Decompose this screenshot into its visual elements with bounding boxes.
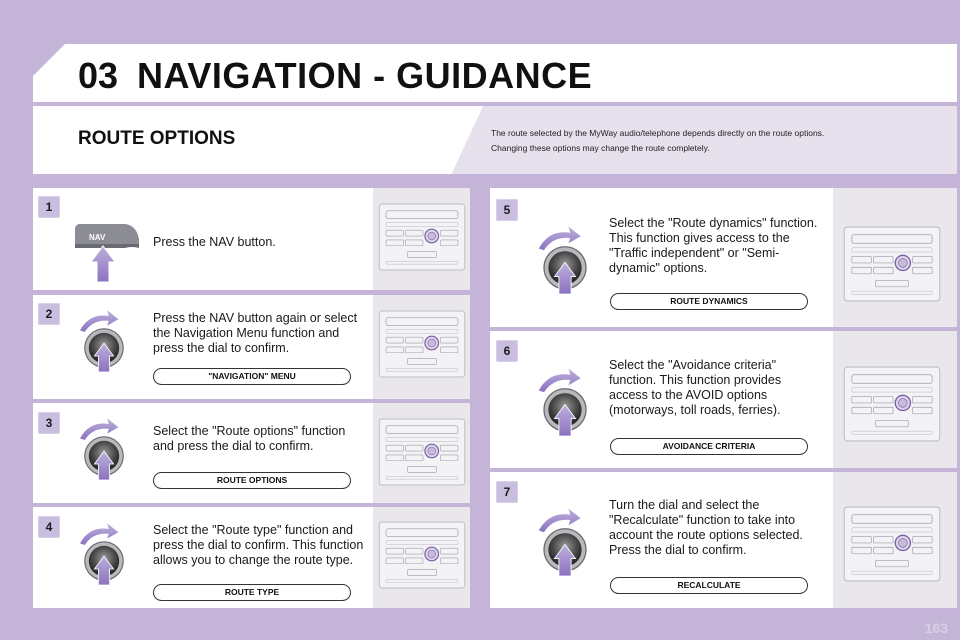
radio-panel-icon [842, 506, 942, 582]
nav-button-label: NAV [89, 233, 106, 242]
step-1-text [153, 235, 276, 250]
step-5-text [609, 216, 817, 276]
dial-icon [72, 515, 136, 591]
step-3-line-1: Select the "Route options" function [153, 424, 346, 438]
step-5-line-4: dynamic" options. [609, 261, 708, 275]
step-2-text [153, 311, 357, 356]
step-6-text [609, 358, 781, 418]
step-1-line-1: Press the NAV button. [153, 235, 276, 249]
page-number: 163 [924, 620, 948, 636]
step-6-number: 6 [503, 344, 511, 358]
step-6-line-3: access to the AVOID options [609, 388, 768, 402]
intro-text [491, 126, 941, 156]
step-5-number: 5 [503, 203, 511, 217]
step-6-badge [496, 340, 518, 362]
step-5-line-3: "Traffic independent" or "Semi- [609, 246, 780, 260]
intro-line-2: Changing these options may change the route completely. [491, 143, 710, 153]
step-2-badge [38, 303, 60, 325]
step-2-line-3: press the dial to confirm. [153, 341, 290, 355]
step-7-badge [496, 481, 518, 503]
step-4-line-3: allows you to change the route type. [153, 553, 354, 567]
step-2-line-1: Press the NAV button again or select [153, 311, 358, 325]
avoidance-criteria-label: AVOIDANCE CRITERIA [610, 438, 808, 455]
intro-line-1: The route selected by the MyWay audio/telephone depends directly on the route options. [491, 128, 825, 138]
step-3-line-2: and press the dial to confirm. [153, 439, 314, 453]
dial-icon [530, 500, 600, 582]
step-7-line-1: Turn the dial and select the [609, 498, 760, 512]
radio-panel-icon [378, 521, 466, 589]
step-6-line-1: Select the "Avoidance criteria" [609, 358, 777, 372]
nav-button-icon [73, 222, 143, 282]
step-7-line-3: account the route options selected. [609, 528, 803, 542]
radio-panel-icon [842, 226, 942, 302]
step-4-text [153, 523, 363, 568]
step-4-line-2: press the dial to confirm. This function [153, 538, 364, 552]
step-4-badge [38, 516, 60, 538]
recalculate-label: RECALCULATE [610, 577, 808, 594]
route-type-label: ROUTE TYPE [153, 584, 351, 601]
page-title: NAVIGATION - GUIDANCE [137, 55, 593, 96]
section-title: ROUTE OPTIONS [78, 128, 236, 149]
step-5-line-1: Select the "Route dynamics" function. [609, 216, 818, 230]
step-1-badge [38, 196, 60, 218]
chapter-number: 03 [78, 55, 119, 96]
step-7-line-2: "Recalculate" function to take into [609, 513, 796, 527]
dial-icon [530, 360, 600, 442]
dial-icon [530, 218, 600, 300]
step-4-number: 4 [45, 520, 53, 534]
step-6-line-4: (motorways, toll roads, ferries). [609, 403, 781, 417]
dial-icon [72, 302, 136, 378]
step-3-text [153, 424, 345, 454]
step-2-line-2: the Navigation Menu function and [153, 326, 340, 340]
navigation-menu-label: "NAVIGATION" MENU [153, 368, 351, 385]
step-6-line-2: function. This function provides [609, 373, 782, 387]
radio-panel-icon [842, 366, 942, 442]
step-2-number: 2 [45, 307, 53, 321]
step-5-line-2: This function gives access to the [609, 231, 790, 245]
step-7-line-4: Press the dial to confirm. [609, 543, 747, 557]
radio-panel-icon [378, 203, 466, 271]
dial-icon [72, 410, 136, 486]
radio-panel-icon [378, 310, 466, 378]
step-5-badge [496, 199, 518, 221]
step-3-number: 3 [45, 416, 53, 430]
step-7-text [609, 498, 803, 558]
route-options-label: ROUTE OPTIONS [153, 472, 351, 489]
step-7-number: 7 [503, 485, 511, 499]
radio-panel-icon [378, 418, 466, 486]
route-dynamics-label: ROUTE DYNAMICS [610, 293, 808, 310]
step-1-number: 1 [45, 200, 53, 214]
step-4-line-1: Select the "Route type" function and [153, 523, 353, 537]
step-3-badge [38, 412, 60, 434]
